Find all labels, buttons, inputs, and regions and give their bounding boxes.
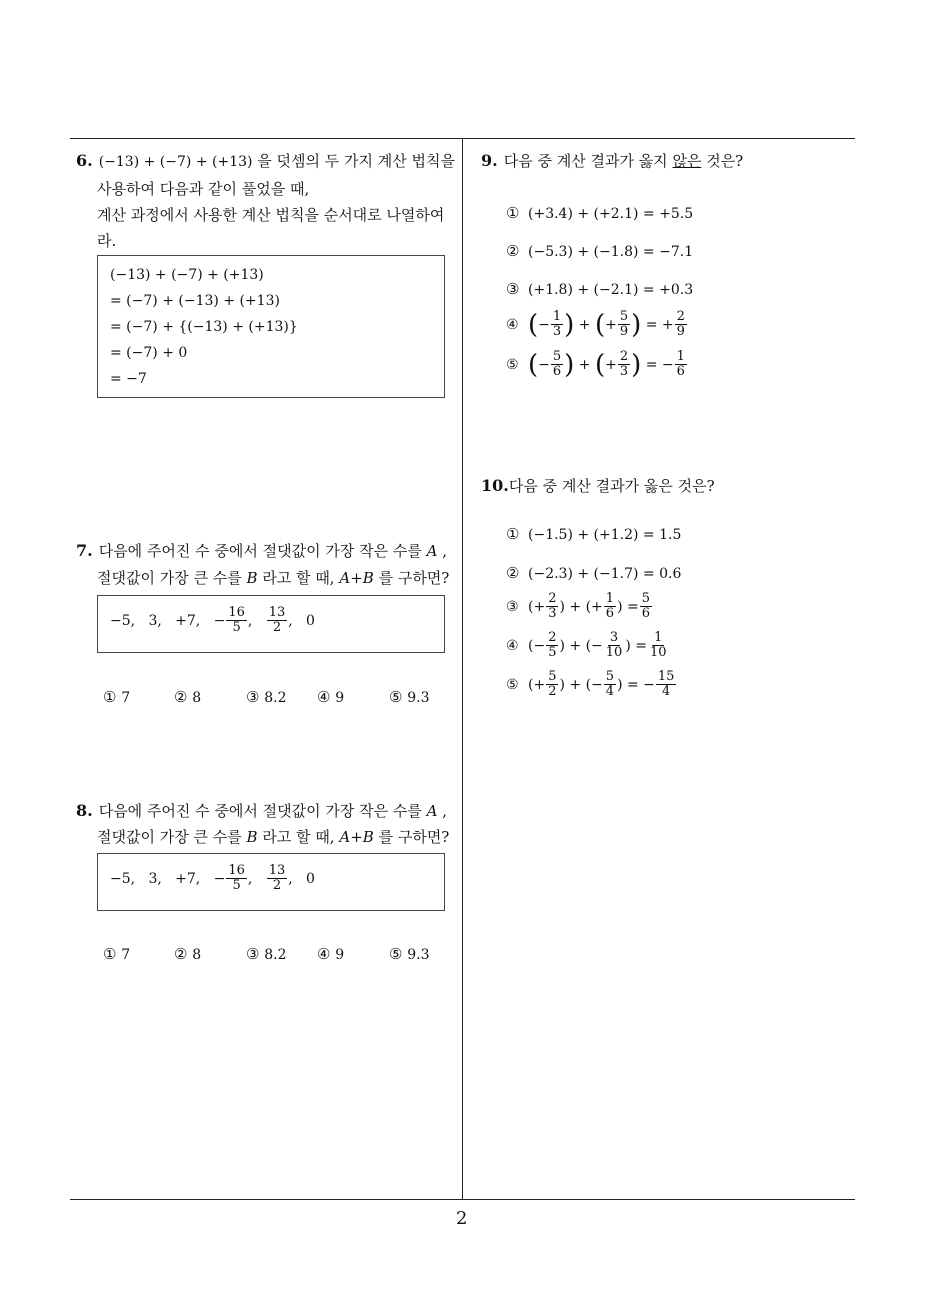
q6-line2: 사용하여 다음과 같이 풀었을 때, [97,180,310,198]
q9-choice-3[interactable]: ③ (+1.8) + (−2.1) = +0.3 [506,280,694,298]
q8-choice[interactable]: ④ 9 [317,945,345,963]
q10-choice-4[interactable]: ④ (− $\frac{2}{5}$ ) + (− $\frac{3}{10}$ ) = $\frac{1}{10}$ [506,630,667,661]
q10-number: 10. [481,476,509,495]
q6-number: 6. [76,151,93,170]
q9-choice-5[interactable]: ⑤ (− $\frac{5}{6}$ ) + (+ $\frac{2}{3}$ ) = − $\frac{1}{6}$ [506,349,685,380]
q6-line3: 계산 과정에서 사용한 계산 법칙을 순서대로 나열하여 [97,206,445,224]
q7-line2c: 를 구하면? [378,569,450,587]
q7-box-suffix: 0 [306,612,315,629]
q8-expr: A+B [339,828,374,846]
q7-choice[interactable]: ⑤ 9.3 [389,688,430,706]
q7-line1: 다음에 주어진 수 중에서 절댓값이 가장 작은 수를 [98,542,422,560]
q7-var-b: B [246,569,258,587]
q6-step: = (−7) + {(−13) + (+13)} [110,319,298,335]
q6-line4: 라. [97,232,117,250]
q9-text-b: 것은? [701,152,744,170]
q6-work-box [97,255,445,398]
q7-comma: , [437,542,448,560]
q6-line1: 을 덧셈의 두 가지 계산 법칙을 [252,152,455,170]
q6-step: = (−7) + (−13) + (+13) [110,293,280,309]
q8-choice[interactable]: ① 7 [103,945,131,963]
q8-number-box: −5, 3, +7, − $\frac{16}{5}$ , $\frac{13}{2}$ , 0 [97,853,445,911]
q8-line2c: 를 구하면? [378,828,450,846]
bottom-rule [70,1199,855,1200]
q8-choice[interactable]: ⑤ 9.3 [389,945,430,963]
q10-choice-5[interactable]: ⑤ (+ $\frac{5}{2}$ ) + (− $\frac{5}{4}$ ) = − $\frac{15}{4}$ [506,669,675,700]
q7-choice[interactable]: ④ 9 [317,688,345,706]
q7-var-a: A [426,542,438,560]
q8-var-a: A [426,802,438,820]
q8-box-suffix: 0 [306,870,315,887]
q8-line2a: 절댓값이 가장 큰 수를 [97,828,242,846]
q9-choice-2[interactable]: ② (−5.3) + (−1.8) = −7.1 [506,242,694,260]
q8-choice[interactable]: ② 8 [174,945,202,963]
q7-number: 7. [76,541,93,560]
q6-step: = (−7) + 0 [110,345,188,361]
q7-number-box: −5, 3, +7, − $\frac{16}{5}$ , $\frac{13}{2}$ , 0 [97,595,445,653]
q9-text-a: 다음 중 계산 결과가 옳지 [503,152,673,170]
q7-line2a: 절댓값이 가장 큰 수를 [97,569,242,587]
q7-box-prefix: −5, 3, +7, − [110,612,226,629]
q8-box-prefix: −5, 3, +7, − [110,870,226,887]
q7-choice[interactable]: ③ 8.2 [246,688,287,706]
q9-choice-1[interactable]: ① (+3.4) + (+2.1) = +5.5 [506,204,694,222]
q10-choice-2[interactable]: ② (−2.3) + (−1.7) = 0.6 [506,564,682,582]
q7-expr: A+B [339,569,374,587]
q8-choice[interactable]: ③ 8.2 [246,945,287,963]
q7-fraction-13-2: $\frac{13}{2}$ [268,605,286,636]
q8-var-b: B [246,828,258,846]
column-divider [462,138,463,1200]
q8-comma: , [437,802,448,820]
q10-choice-3[interactable]: ③ (+ $\frac{2}{3}$ ) + (+ $\frac{1}{6}$ ) = $\frac{5}{6}$ [506,591,650,622]
q7-choice[interactable]: ② 8 [174,688,202,706]
q8-number: 8. [76,801,93,820]
q8-fraction-13-2: $\frac{13}{2}$ [268,863,286,894]
q8-fraction-16-5: $\frac{16}{5}$ [228,863,245,894]
q10-text: 다음 중 계산 결과가 옳은 것은? [508,477,715,495]
q6-step: = −7 [110,371,147,387]
q7-choice[interactable]: ① 7 [103,688,131,706]
q9-text-underlined: 않은 [672,152,702,170]
q6-step: (−13) + (−7) + (+13) [110,267,264,283]
q9-number: 9. [481,151,498,170]
q9-choice-4[interactable]: ④ (− $\frac{1}{3}$ ) + (+ $\frac{5}{9}$ ) = + $\frac{2}{9}$ [506,309,685,340]
q8-line1: 다음에 주어진 수 중에서 절댓값이 가장 작은 수를 [98,802,422,820]
q6-expression: (−13) + (−7) + (+13) [98,154,253,170]
q10-choice-1[interactable]: ① (−1.5) + (+1.2) = 1.5 [506,525,682,543]
q8-line2b: 라고 할 때, [262,828,335,846]
q7-fraction-16-5: $\frac{16}{5}$ [228,605,245,636]
page-number: 2 [456,1208,468,1229]
q7-line2b: 라고 할 때, [262,569,335,587]
